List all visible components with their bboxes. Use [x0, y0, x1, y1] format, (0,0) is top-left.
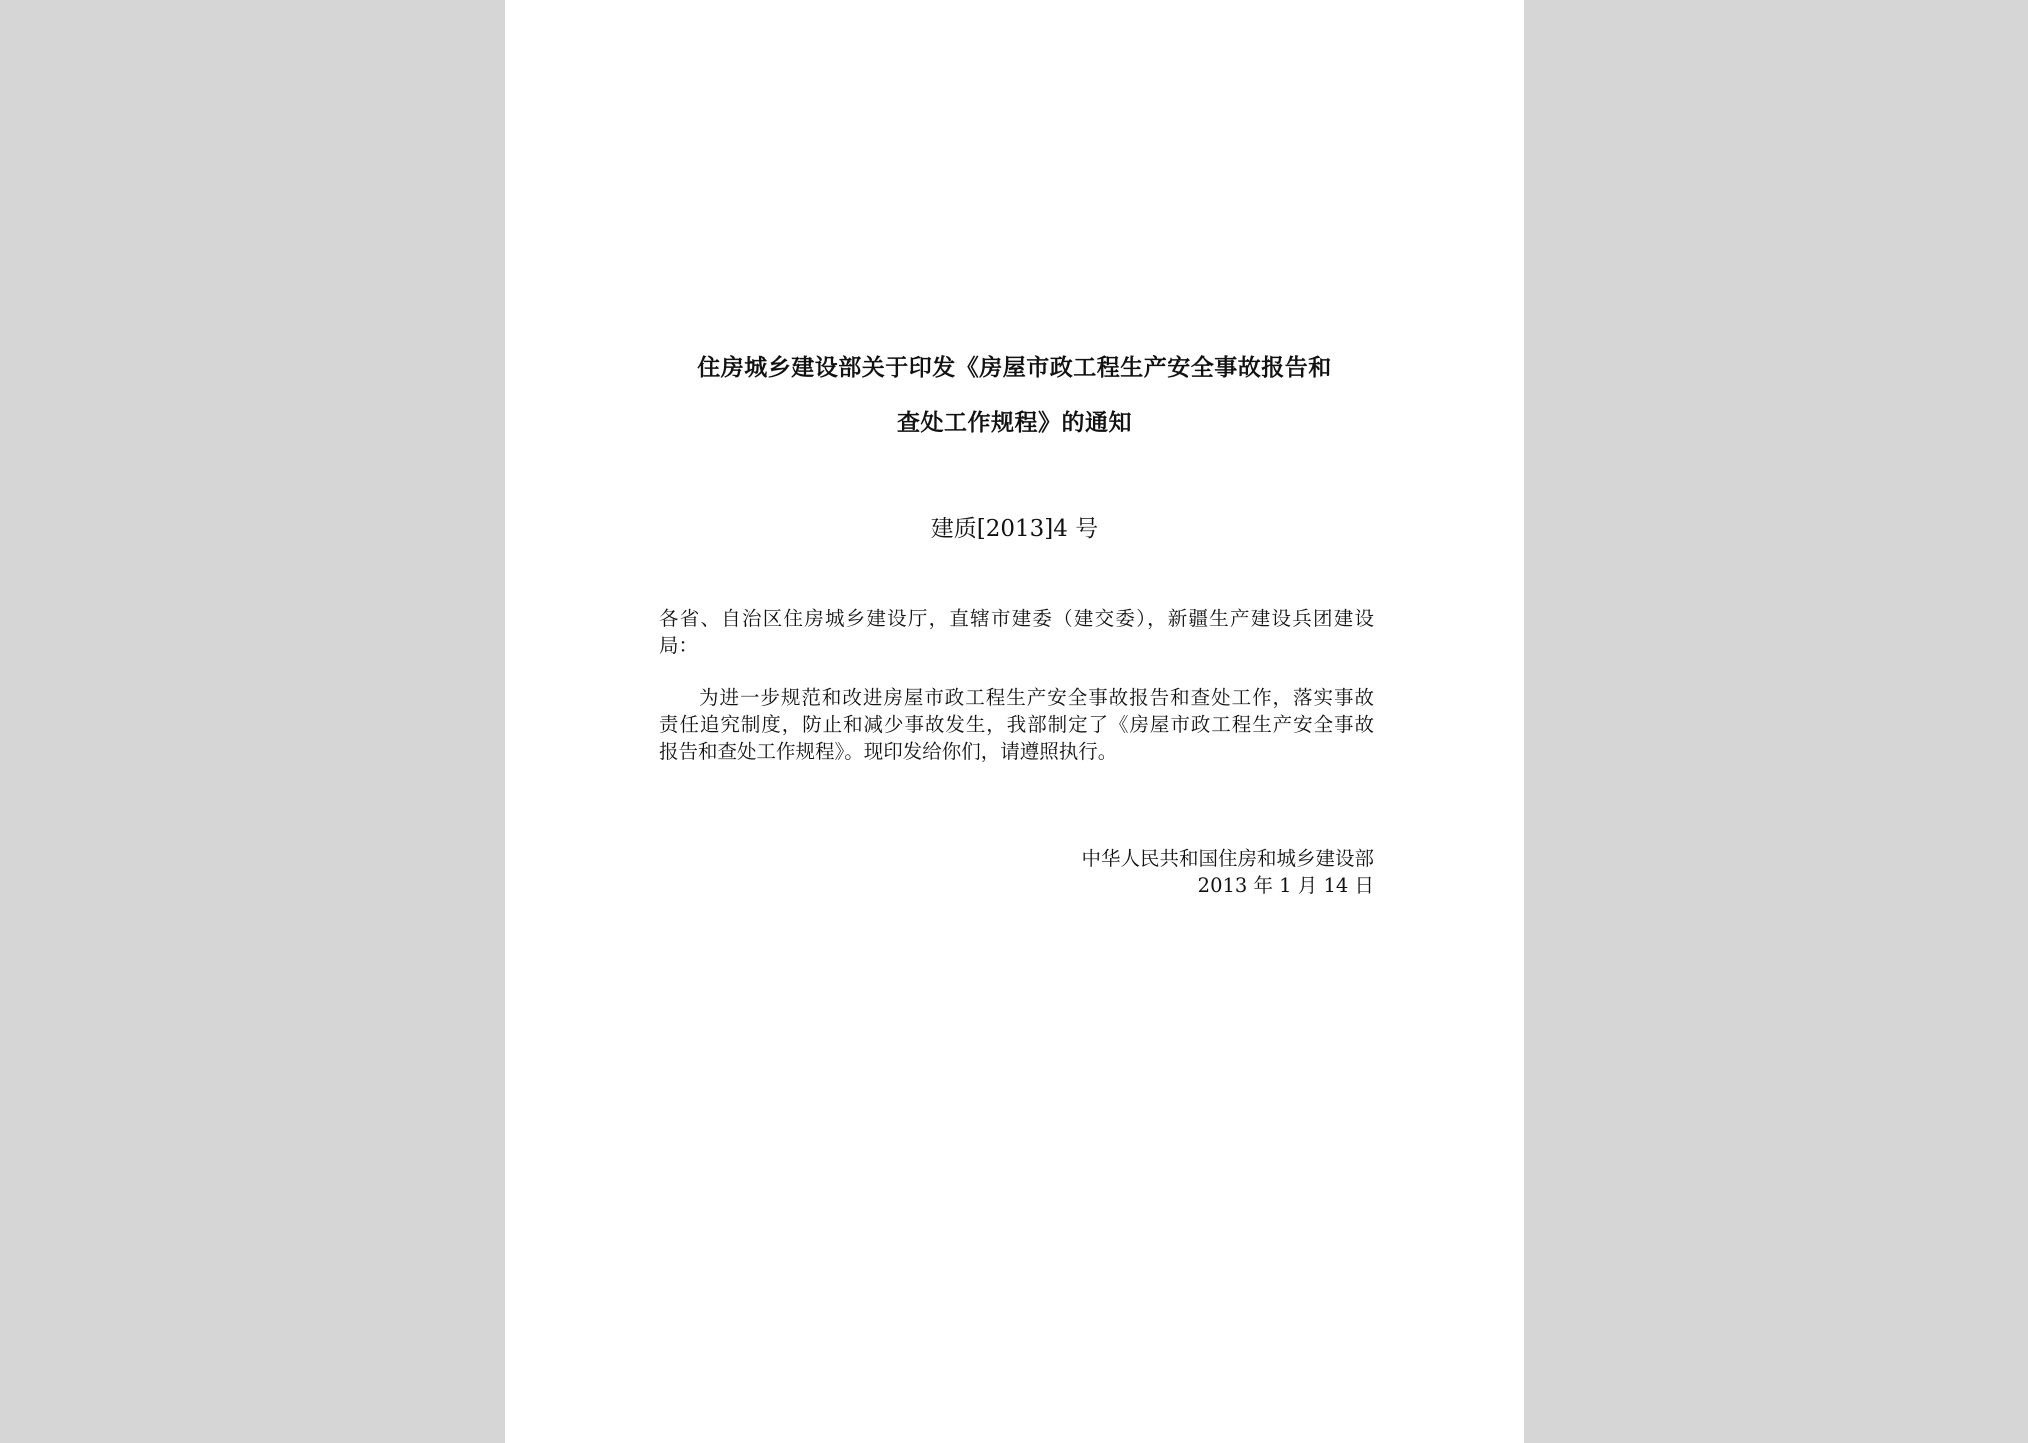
- signature-date: 2013 年 1 月 14 日: [1197, 874, 1374, 897]
- signature-block: [1081, 845, 1374, 899]
- document-title-line-1: 住房城乡建设部关于印发《房屋市政工程生产安全事故报告和: [697, 354, 1332, 381]
- addressee: [659, 605, 1374, 659]
- document-number: 建质[2013]4 号: [930, 516, 1099, 542]
- paragraph-line: 责任追究制度，防止和减少事故发生，我部制定了《房屋市政工程生产安全事故: [659, 713, 1374, 736]
- paragraph-line: 为进一步规范和改进房屋市政工程生产安全事故报告和查处工作，落实事故: [699, 686, 1374, 709]
- signature-organization: 中华人民共和国住房和城乡建设部: [1081, 847, 1374, 870]
- paragraph-line: 报告和查处工作规程》。现印发给你们，请遵照执行。: [659, 740, 1118, 763]
- body-paragraph: [659, 684, 1374, 765]
- addressee-line: 各省、自治区住房城乡建设厅，直辖市建委（建交委），新疆生产建设兵团建设: [659, 607, 1374, 630]
- document-page[interactable]: [505, 0, 1524, 1443]
- document-title-line-2: 查处工作规程》的通知: [897, 409, 1132, 436]
- addressee-line: 局：: [659, 634, 699, 657]
